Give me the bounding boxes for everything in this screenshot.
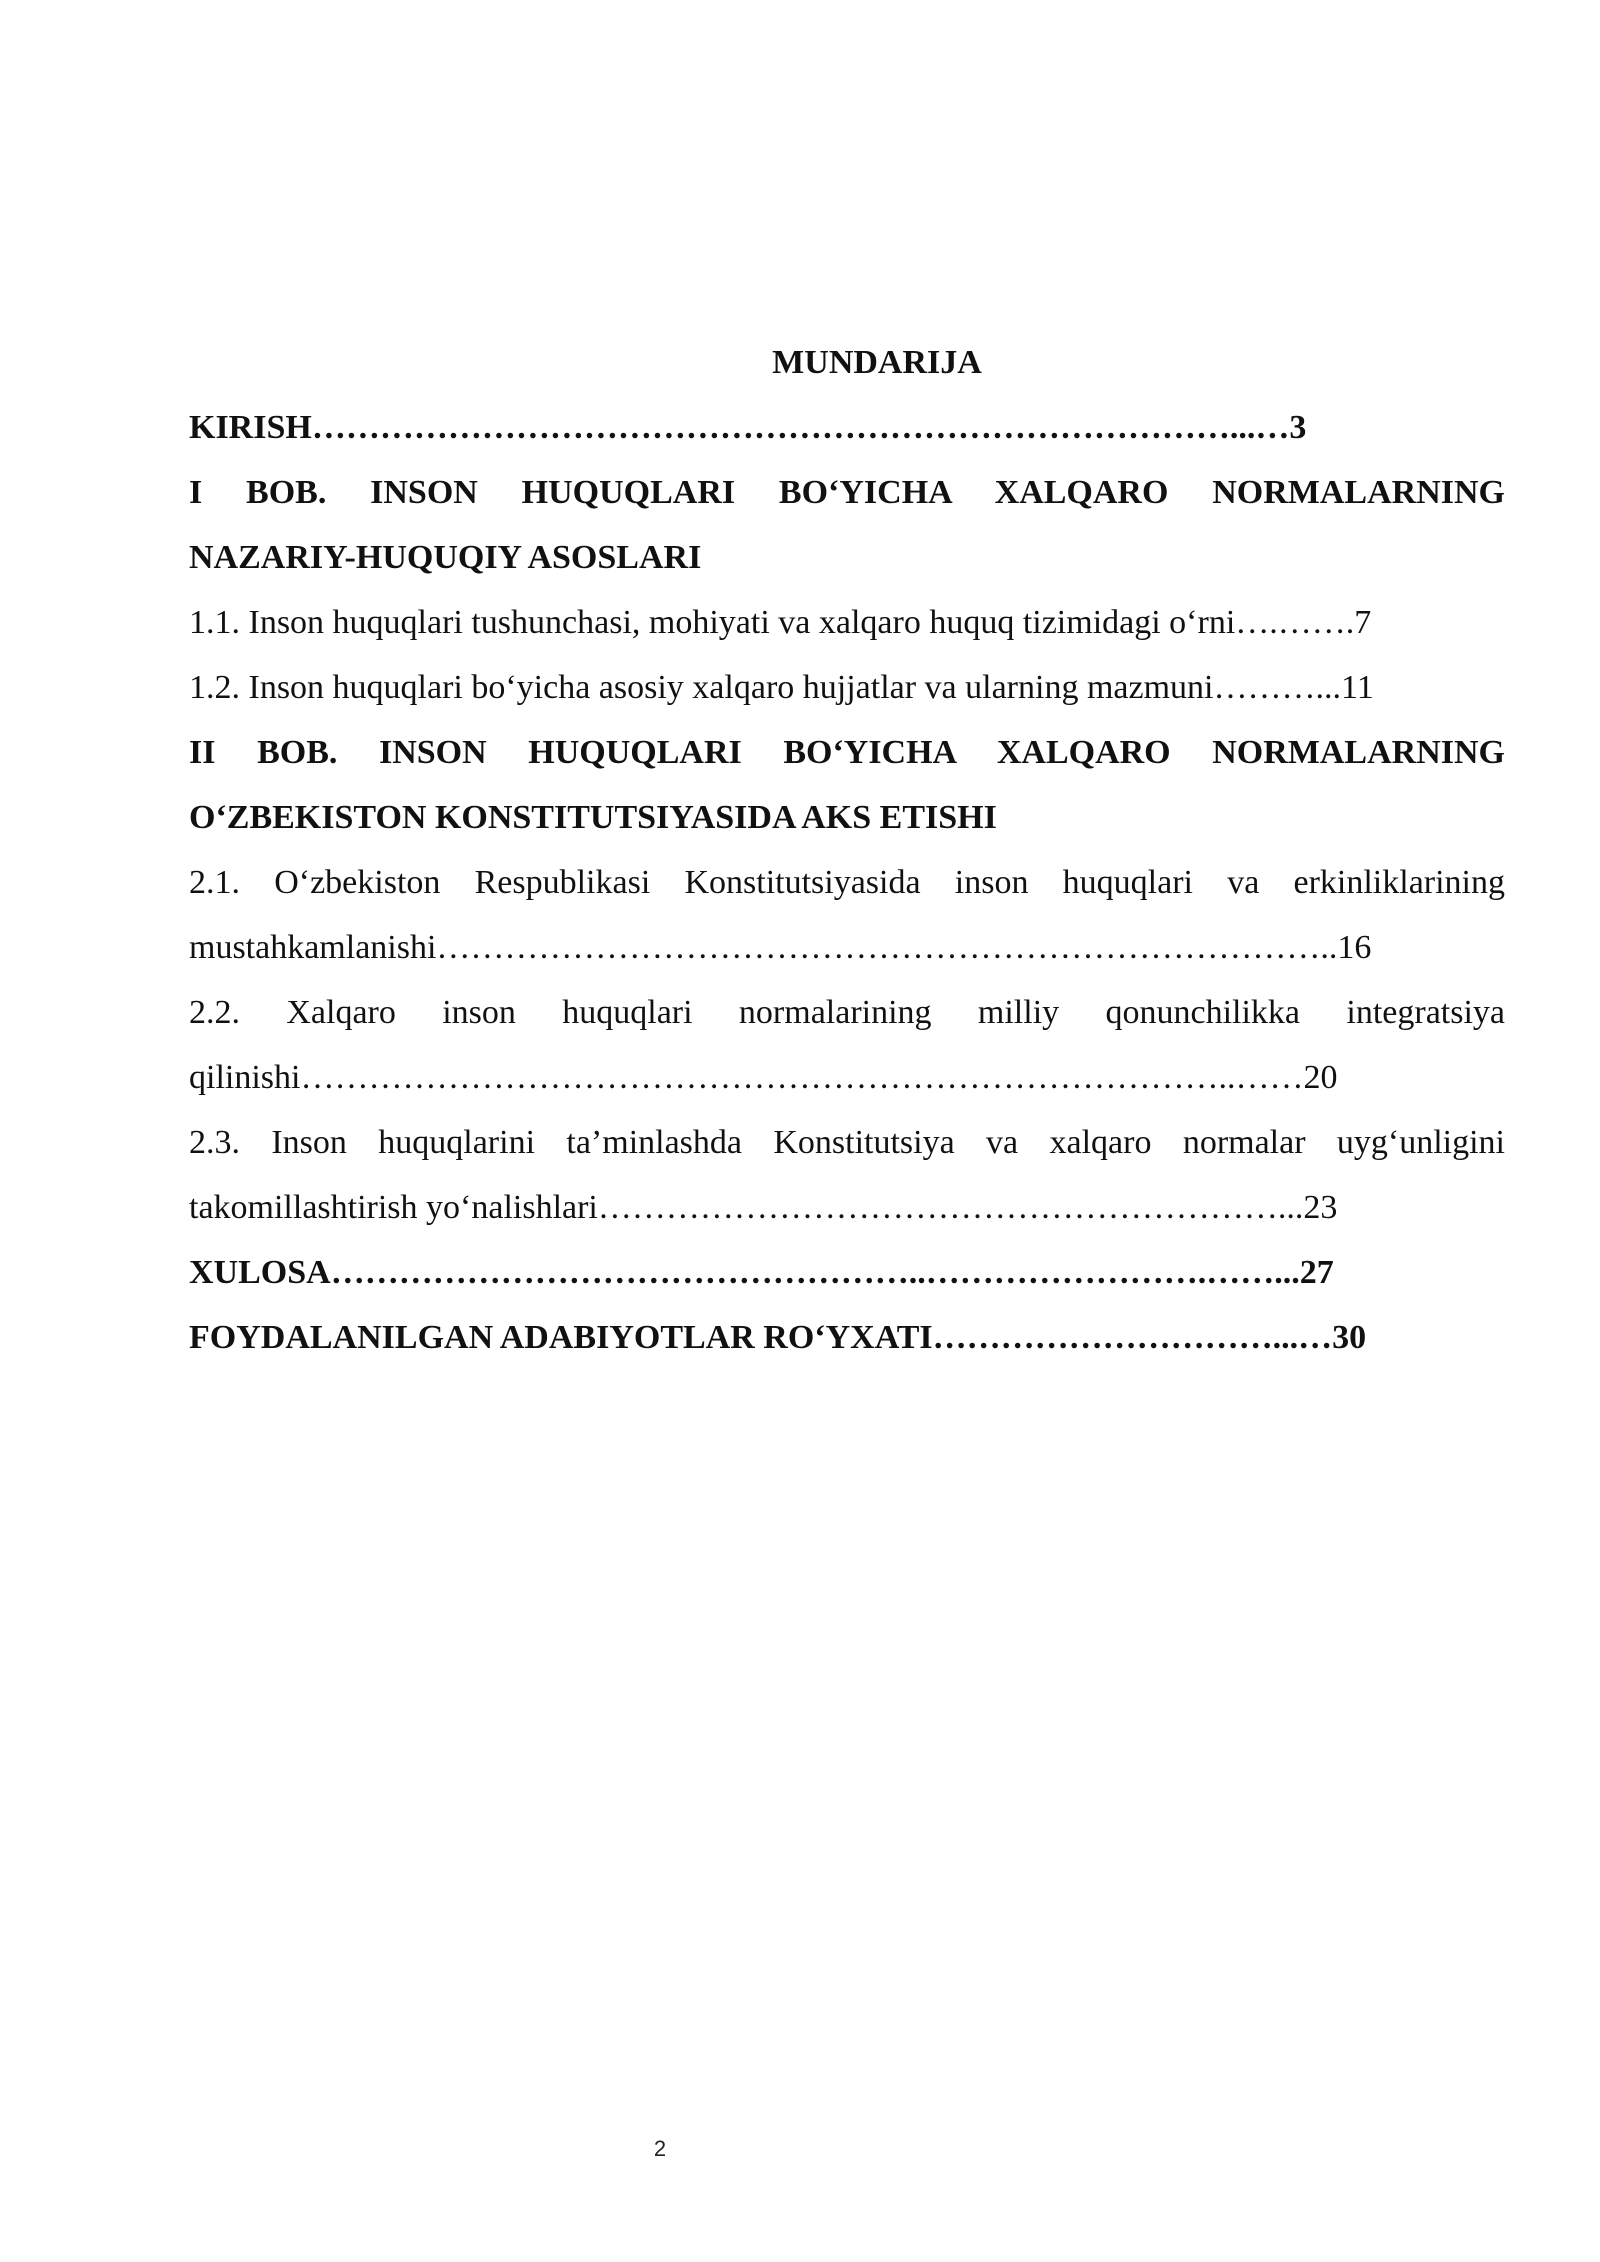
toc-entry-2-1: 2.1. O‘zbekiston Respublikasi Konstitutsiyasida inson huquqlari va erkinliklarining	[189, 864, 1505, 901]
table-of-contents	[189, 330, 1505, 1370]
toc-entry-2-3-cont: takomillashtirish yo‘nalishlari……………………………………………………...23	[189, 1189, 1338, 1226]
toc-entry-1-1: 1.1. Inson huquqlari tushunchasi, mohiyati va xalqaro huquq tizimidagi o‘rni….…….7	[189, 604, 1372, 641]
toc-entry-2-3: 2.3. Inson huquqlarini ta’minlashda Konstitutsiya va xalqaro normalar uyg‘unligini	[189, 1124, 1505, 1161]
toc-chapter-1-heading-cont: NAZARIY-HUQUQIY ASOSLARI	[189, 539, 702, 576]
toc-chapter-2-heading: II BOB. INSON HUQUQLARI BO‘YICHA XALQARO NORMALARNING	[189, 734, 1505, 771]
toc-entry-references: FOYDALANILGAN ADABIYOTLAR RO‘YXATI…………………………...…30	[189, 1319, 1367, 1356]
toc-entry-2-1-cont: mustahkamlanishi……………………………………………………………………..16	[189, 929, 1372, 966]
toc-entry-2-2: 2.2. Xalqaro inson huquqlari normalarining milliy qonunchilikka integratsiya	[189, 994, 1505, 1031]
toc-title: MUNDARIJA	[772, 344, 982, 381]
page-number: 2	[653, 2136, 667, 2161]
toc-entry-xulosa: XULOSA……………………………………………..…………………….……...27	[189, 1254, 1334, 1291]
toc-entry-1-2: 1.2. Inson huquqlari bo‘yicha asosiy xalqaro hujjatlar va ularning mazmuni………...11	[189, 669, 1374, 706]
toc-entry-kirish: KIRISH………………………………………………………………………...…3	[189, 409, 1307, 446]
toc-chapter-2-heading-cont: O‘ZBEKISTON KONSTITUTSIYASIDA AKS ETISHI	[189, 799, 997, 836]
toc-entry-2-2-cont: qilinishi………………………………………………………………………..……20	[189, 1059, 1338, 1096]
toc-chapter-1-heading: I BOB. INSON HUQUQLARI BO‘YICHA XALQARO NORMALARNING	[189, 474, 1505, 511]
